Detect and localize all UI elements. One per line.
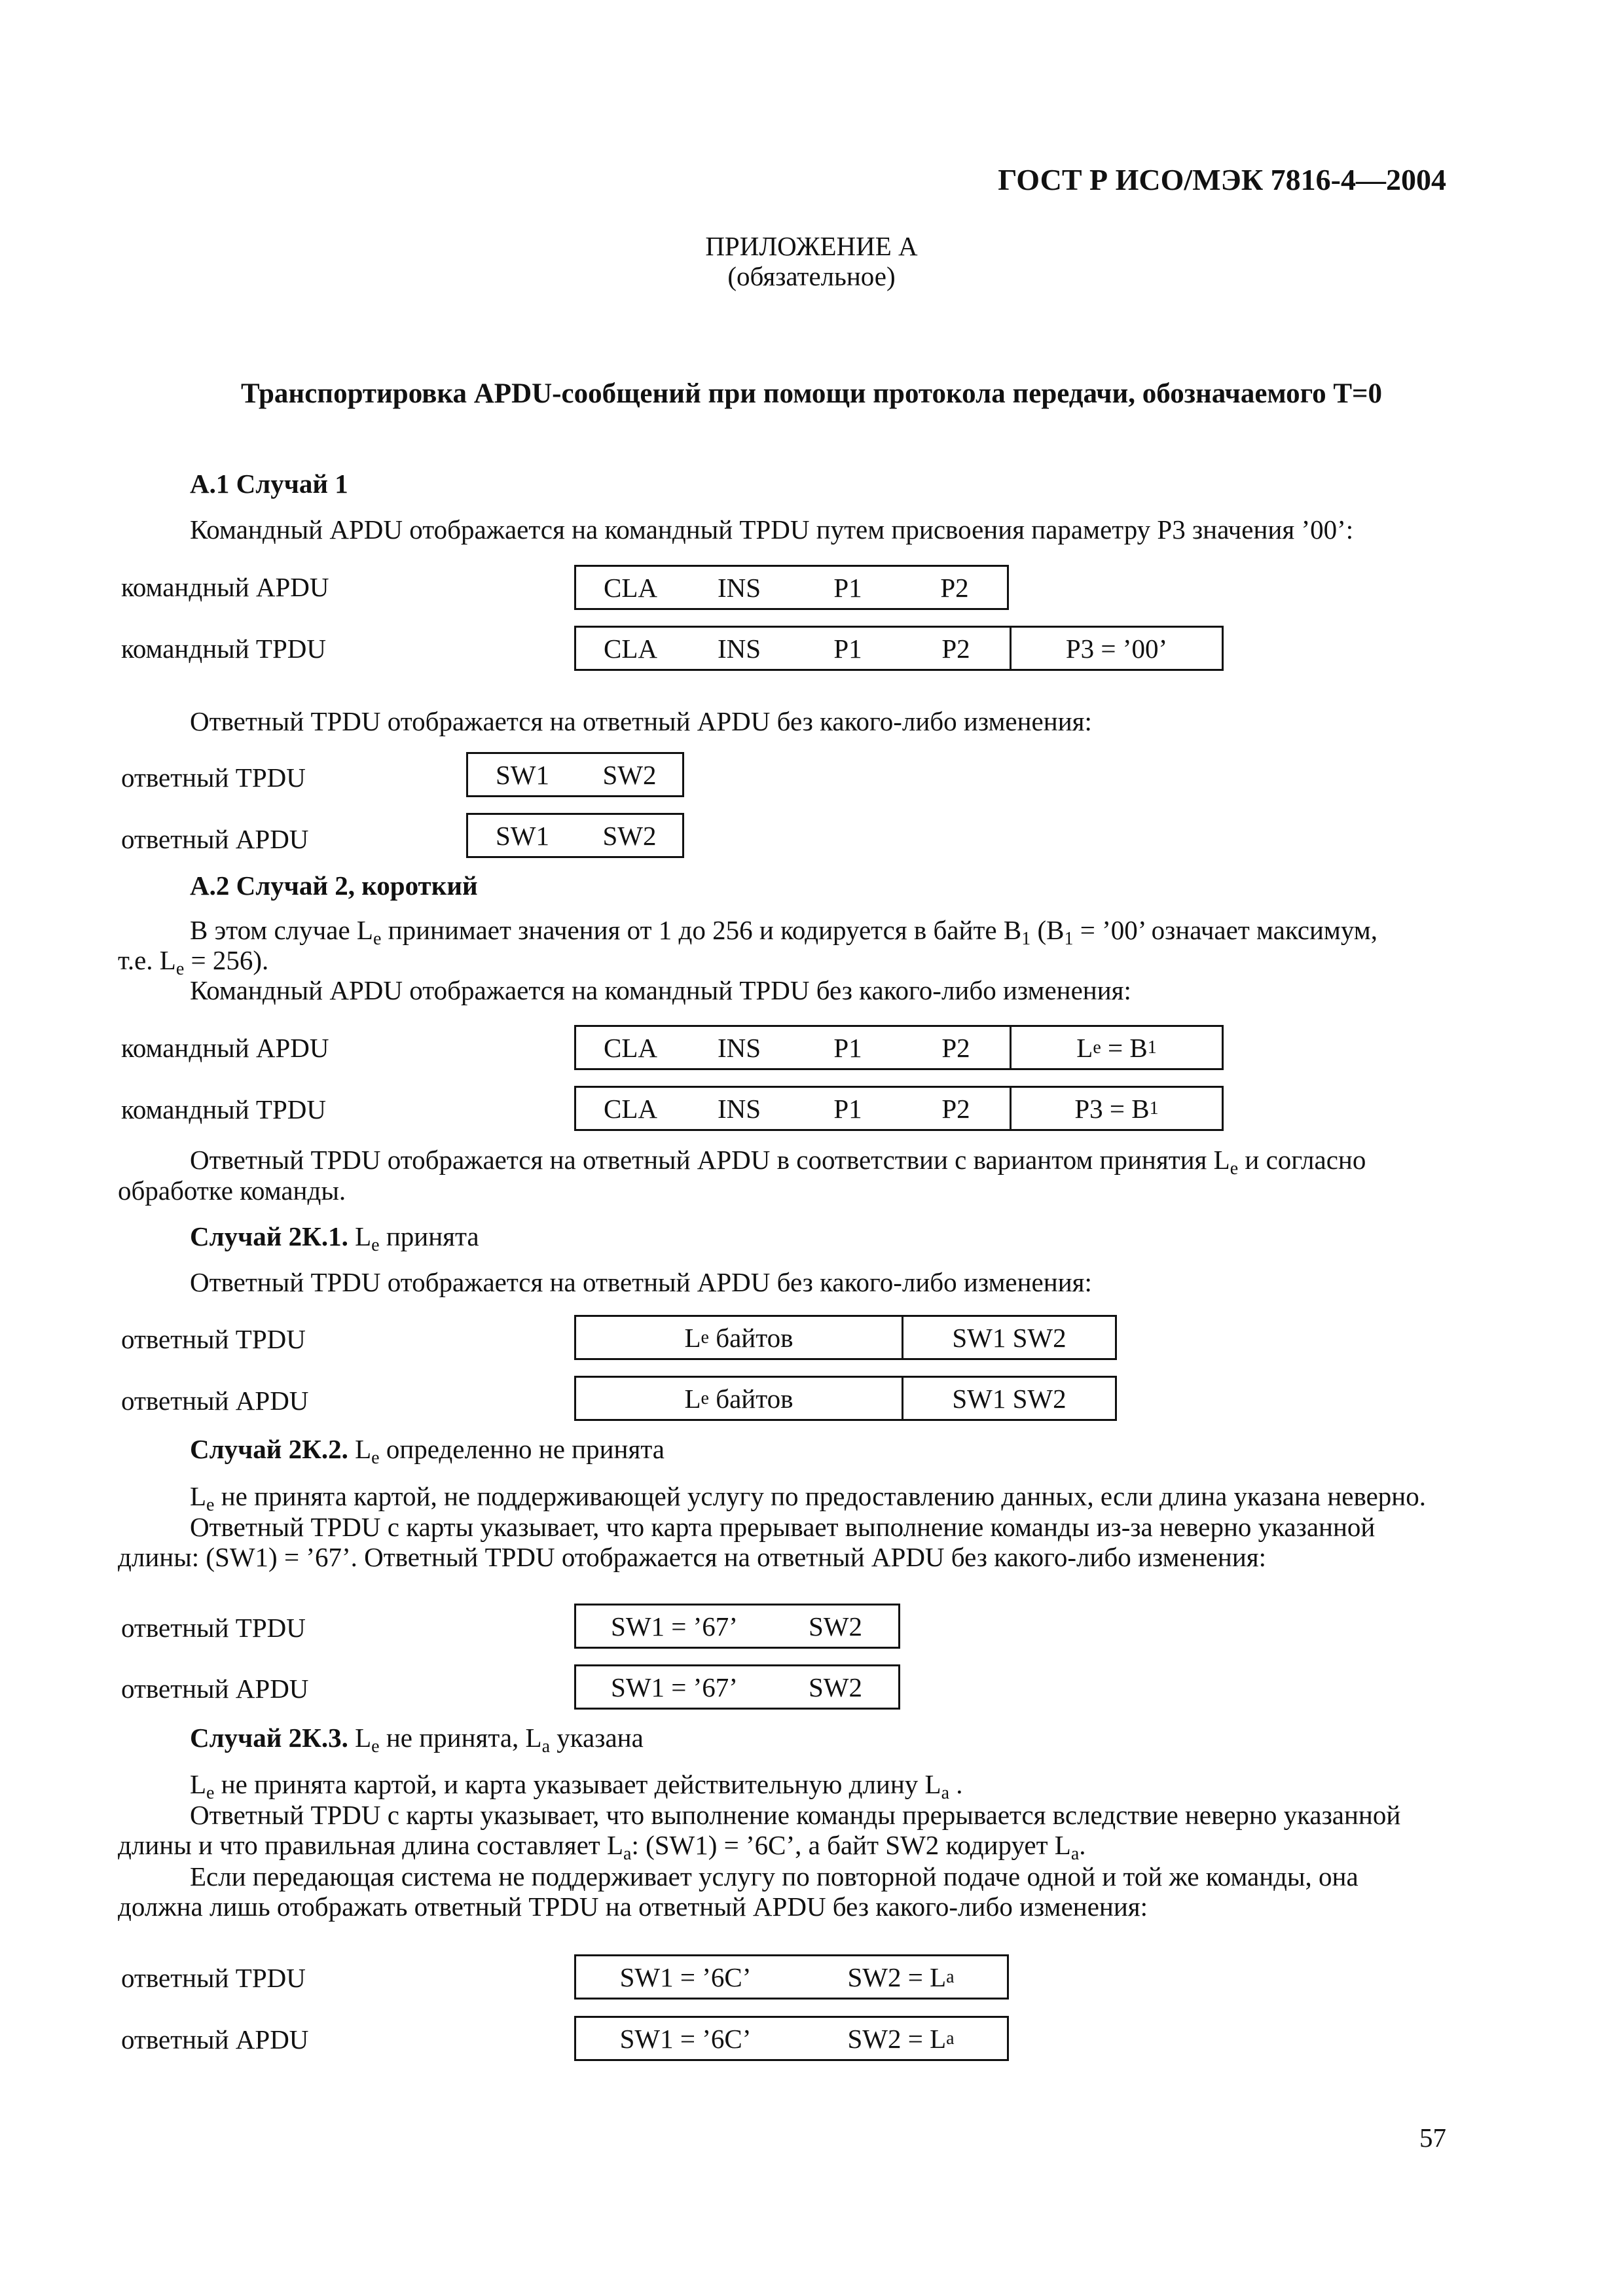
field-cla: CLA: [604, 633, 657, 664]
field-ins: INS: [717, 1032, 761, 1063]
field-p1: P1: [833, 572, 862, 603]
subscript: e: [371, 1235, 380, 1255]
text: L: [355, 1723, 372, 1753]
text: = 256).: [184, 945, 269, 975]
field-sw1: SW1: [496, 759, 549, 790]
subscript: e: [371, 1736, 380, 1757]
label-response-apdu: ответный APDU: [121, 2024, 309, 2054]
text: L: [924, 1769, 941, 1799]
section-a2-heading: А.2 Случай 2, короткий: [190, 870, 478, 901]
field-p2: P2: [940, 572, 969, 603]
subscript: e: [206, 1783, 215, 1803]
section-a2-paragraph-3: [190, 1144, 1366, 1179]
field-cla: CLA: [604, 572, 657, 603]
field-sw2: SW2: [809, 1672, 862, 1702]
document-code: ГОСТ Р ИСО/МЭК 7816-4—2004: [998, 163, 1446, 196]
text: .: [956, 1769, 963, 1799]
response-tpdu-box-2k3: [574, 1954, 1009, 2000]
command-apdu-box: [574, 565, 1009, 610]
annex-status: (обязательное): [727, 261, 896, 291]
text: L: [355, 1221, 372, 1251]
text: SW2 =: [847, 2023, 930, 2054]
response-apdu-box-2k1: [574, 1376, 1117, 1421]
field-p1: P1: [833, 1093, 862, 1124]
field-ins: INS: [717, 572, 761, 603]
case-2k2-paragraph-2-cont: длины: (SW1) = ’67’. Ответный TPDU отображается на ответный APDU без какого-либо изменения:: [118, 1542, 1267, 1572]
text: L: [606, 1830, 624, 1860]
case-label: Случай 2К.1.: [190, 1221, 348, 1251]
text: (: [1030, 915, 1047, 945]
field-sw1: SW1: [496, 820, 549, 851]
text: байтов: [708, 1322, 793, 1353]
text: не принята,: [379, 1723, 526, 1753]
text: не принята картой, и карта указывает действительную длину: [214, 1769, 925, 1799]
label-command-apdu: командный APDU: [121, 1033, 329, 1063]
label-command-tpdu: командный TPDU: [121, 1094, 326, 1124]
text: Ответный TPDU отображается на ответный APDU в соответствии с вариантом принятия: [190, 1145, 1214, 1175]
text: =: [1101, 1032, 1130, 1063]
text: B: [1003, 915, 1022, 945]
field-p3: P3 = B 1: [1010, 1088, 1222, 1129]
command-tpdu-box: [574, 626, 1224, 671]
field-p1: P1: [833, 1032, 862, 1063]
command-apdu-box-case2: [574, 1025, 1224, 1070]
annex-title: Транспортировка APDU-сообщений при помощи протокола передачи, обозначаемого T=0: [240, 378, 1383, 409]
text: определенно не принята: [379, 1434, 665, 1464]
annex-name: ПРИЛОЖЕНИЕ А: [705, 231, 918, 261]
subscript: 1: [1064, 929, 1074, 949]
field-sw2-la: SW2 = L a: [847, 1962, 955, 1992]
text: B: [1046, 915, 1065, 945]
page-number: 57: [1419, 2123, 1446, 2153]
case-2k1-heading: [190, 1221, 479, 1255]
section-a2-paragraph-1: [190, 914, 1377, 949]
text: =: [1103, 1093, 1132, 1124]
response-apdu-box-2k2: [574, 1664, 900, 1710]
text: L: [355, 1434, 372, 1464]
command-tpdu-box-case2: [574, 1086, 1224, 1131]
subscript: e: [175, 959, 185, 979]
text: L: [356, 915, 373, 945]
case-2k1-paragraph: Ответный TPDU отображается на ответный APDU без какого-либо изменения:: [190, 1267, 1092, 1297]
text: L: [1054, 1830, 1071, 1860]
subscript: a: [941, 1783, 950, 1803]
text: L: [525, 1723, 542, 1753]
field-sw1-sw2: SW1 SW2: [902, 1378, 1115, 1419]
field-le: L e = B 1: [1010, 1027, 1222, 1068]
field-ins: INS: [717, 633, 761, 664]
text: L: [190, 1769, 207, 1799]
field-sw1-6c: SW1 = ’6C’: [619, 1962, 752, 1992]
subscript: a: [541, 1736, 550, 1757]
case-2k3-paragraph-3: Если передающая система не поддерживает услугу по повторной подаче одной и той же команды, она: [190, 1861, 1359, 1892]
subscript: a: [1070, 1844, 1080, 1864]
text: L: [190, 1481, 207, 1511]
section-a2-paragraph-3-cont: обработке команды.: [118, 1175, 346, 1206]
subscript: a: [623, 1844, 632, 1864]
case-2k3-paragraph-2-cont: [118, 1829, 1086, 1864]
subscript: e: [371, 1448, 380, 1468]
text: длины и что правильная длина составляет: [118, 1830, 607, 1860]
field-sw1-sw2: SW1 SW2: [902, 1317, 1115, 1358]
label-response-tpdu: ответный TPDU: [121, 1324, 306, 1354]
text: не принята картой, не поддерживающей услугу по предоставлению данных, если длина указана неверно.: [214, 1481, 1426, 1511]
case-2k3-heading: [190, 1722, 644, 1757]
label-response-tpdu: ответный TPDU: [121, 1963, 306, 1993]
subscript: 1: [1021, 929, 1031, 949]
label-response-tpdu: ответный TPDU: [121, 1613, 306, 1643]
case-2k2-paragraph-1: [190, 1480, 1426, 1515]
case-label: Случай 2К.3.: [190, 1723, 348, 1753]
text: P3: [1074, 1093, 1103, 1124]
subscript: e: [1230, 1158, 1239, 1179]
text: L: [159, 945, 176, 975]
field-sw2: SW2: [602, 820, 657, 851]
text: : (SW1) = ’6C’, а байт SW2 кодирует: [631, 1830, 1055, 1860]
text: L: [930, 1962, 947, 1992]
label-response-apdu: ответный APDU: [121, 1674, 309, 1704]
field-sw2: SW2: [602, 759, 657, 790]
section-a1-heading: А.1 Случай 1: [190, 469, 348, 499]
text: принята: [379, 1221, 479, 1251]
field-ins: INS: [717, 1093, 761, 1124]
text: L: [684, 1383, 701, 1414]
text: В этом случае: [190, 915, 357, 945]
section-a2-paragraph-1-cont: [118, 944, 269, 979]
field-sw1-6c: SW1 = ’6C’: [619, 2023, 752, 2054]
response-tpdu-box-2k2: [574, 1604, 900, 1649]
field-p3: P3 = ’00’: [1010, 628, 1222, 669]
field-le-bytes: L e байтов: [684, 1322, 793, 1353]
text: L: [930, 2023, 947, 2054]
text: L: [1213, 1145, 1230, 1175]
field-p2: P2: [941, 1093, 970, 1124]
field-cla: CLA: [604, 1032, 657, 1063]
field-sw1-67: SW1 = ’67’: [611, 1611, 738, 1641]
response-tpdu-box: [466, 752, 684, 797]
field-p2: P2: [941, 1032, 970, 1063]
label-command-tpdu: командный TPDU: [121, 634, 326, 664]
label-response-apdu: ответный APDU: [121, 1386, 309, 1416]
section-a1-paragraph-2: Ответный TPDU отображается на ответный APDU без какого-либо изменения:: [190, 706, 1092, 736]
case-2k3-paragraph-1: [190, 1768, 963, 1803]
case-2k3-paragraph-2: Ответный TPDU с карты указывает, что выполнение команды прерывается вследствие неверно указанной: [190, 1800, 1401, 1830]
case-2k2-heading: [190, 1433, 665, 1468]
field-cla: CLA: [604, 1093, 657, 1124]
subscript: e: [373, 929, 382, 949]
label-response-tpdu: ответный TPDU: [121, 762, 306, 793]
text: указана: [550, 1723, 644, 1753]
field-p2: P2: [941, 633, 970, 664]
label-command-apdu: командный APDU: [121, 572, 329, 602]
text: B: [1131, 1093, 1150, 1124]
text: .: [1079, 1830, 1086, 1860]
text: и согласно: [1238, 1145, 1366, 1175]
section-a1-paragraph-1: Командный APDU отображается на командный TPDU путем присвоения параметру P3 значения ’00’:: [190, 514, 1354, 545]
text: L: [684, 1322, 701, 1353]
text: = ’00’ означает максимум,: [1073, 915, 1377, 945]
label-response-apdu: ответный APDU: [121, 824, 309, 854]
text: т.е.: [118, 945, 160, 975]
response-apdu-box-2k3: [574, 2016, 1009, 2061]
field-p1: P1: [833, 633, 862, 664]
field-sw2: SW2: [809, 1611, 862, 1641]
response-apdu-box: [466, 813, 684, 858]
subscript: e: [206, 1495, 215, 1515]
section-a2-paragraph-2: Командный APDU отображается на командный TPDU без какого-либо изменения:: [190, 975, 1131, 1005]
response-tpdu-box-2k1: [574, 1315, 1117, 1360]
text: байтов: [708, 1383, 793, 1414]
text: L: [1076, 1032, 1093, 1063]
case-2k3-paragraph-3-cont: должна лишь отображать ответный TPDU на ответный APDU без какого-либо изменения:: [118, 1892, 1148, 1922]
field-sw1-67: SW1 = ’67’: [611, 1672, 738, 1702]
case-2k2-paragraph-2: Ответный TPDU с карты указывает, что карта прерывает выполнение команды из-за неверно указанной: [190, 1512, 1376, 1542]
text: SW2 =: [847, 1962, 930, 1992]
text: принимает значения от 1 до 256 и кодируется в байте: [381, 915, 1004, 945]
case-label: Случай 2К.2.: [190, 1434, 348, 1464]
text: B: [1129, 1032, 1148, 1063]
field-sw2-la: SW2 = L a: [847, 2023, 955, 2054]
field-le-bytes: L e байтов: [684, 1383, 793, 1414]
annex-heading: [0, 231, 1623, 291]
